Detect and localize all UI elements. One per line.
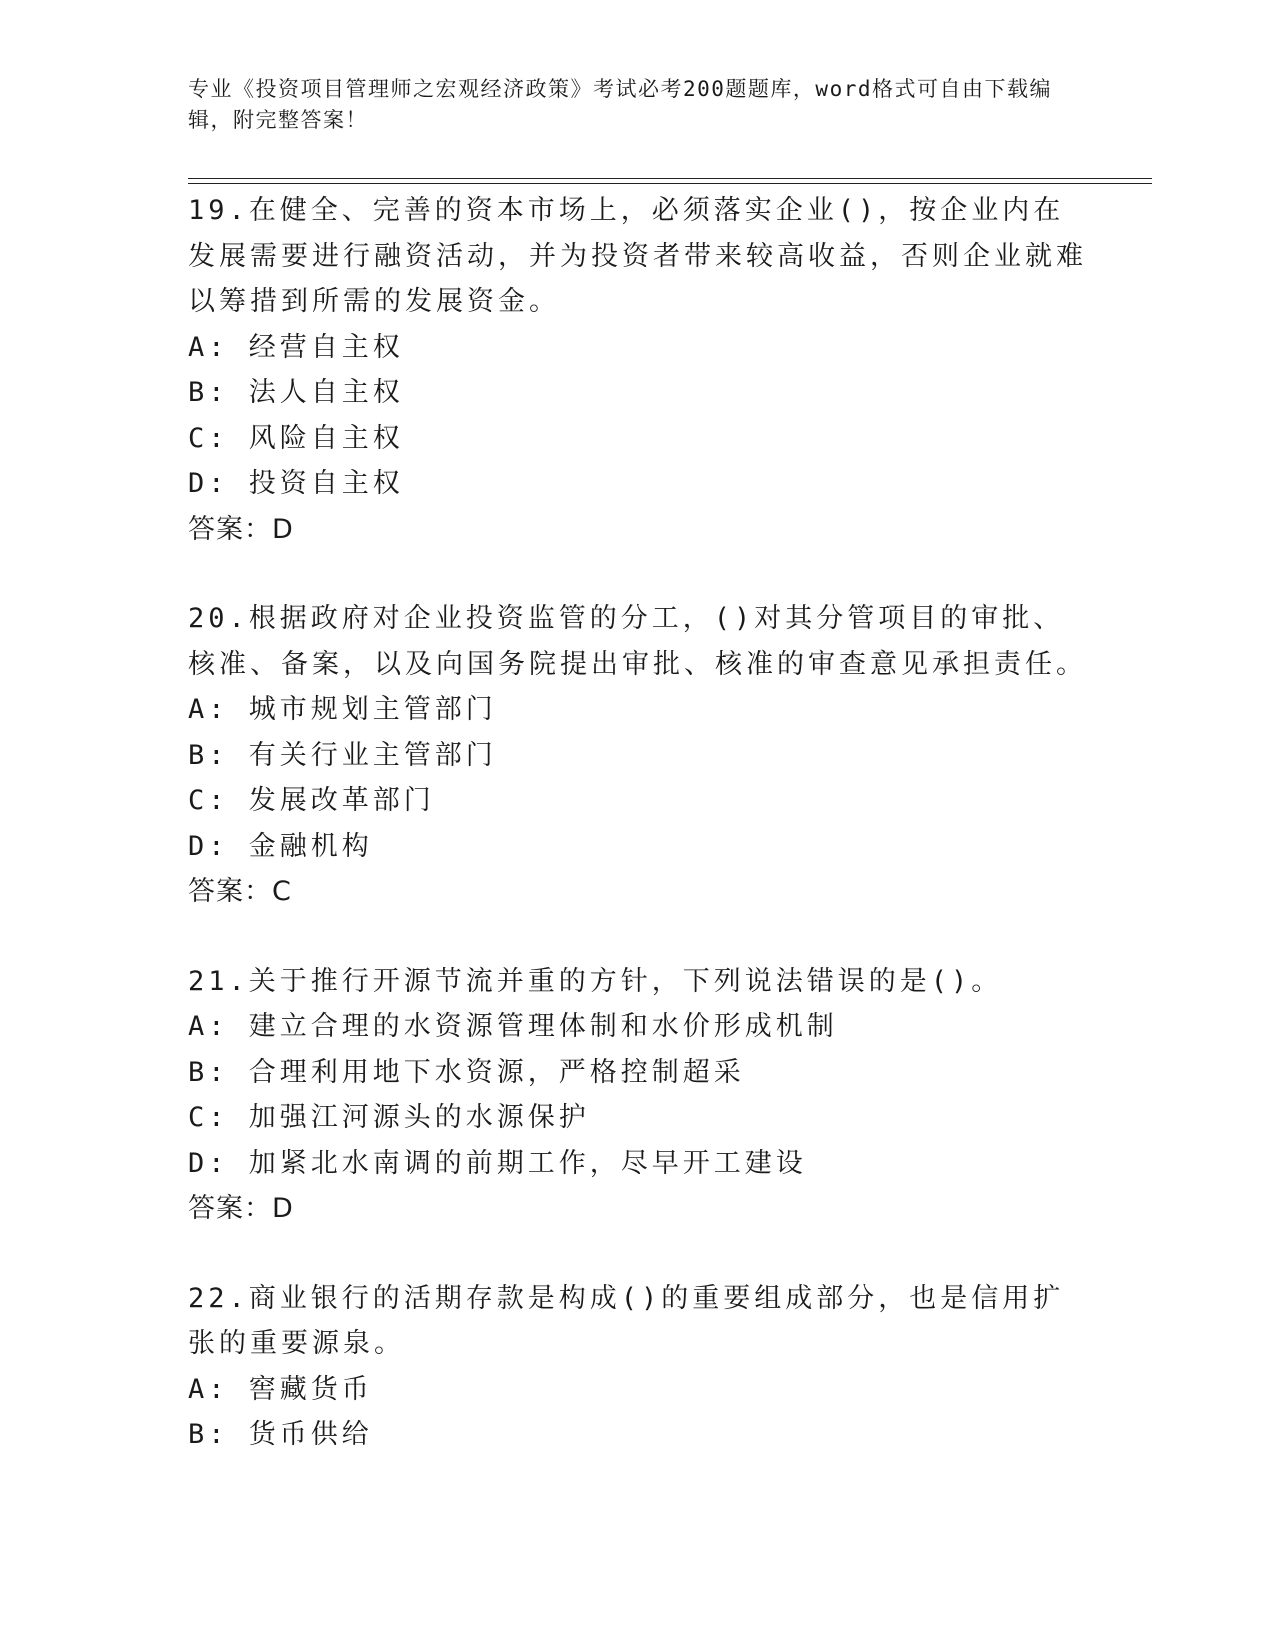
document-header: 专业《投资项目管理师之宏观经济政策》考试必考200题题库，word格式可自由下载编辑，附完整答案！ <box>188 77 1052 132</box>
option-d <box>188 824 1088 870</box>
option-text: 建立合理的水资源管理体制和水价形成机制 <box>248 1011 838 1042</box>
option-b <box>188 370 1088 416</box>
option-text: 投资自主权 <box>248 468 404 499</box>
option-a <box>188 1004 1088 1050</box>
header-divider-bottom <box>188 183 1152 184</box>
option-text: 金融机构 <box>248 830 373 862</box>
question-20 <box>188 596 1088 915</box>
question-21 <box>188 959 1088 1232</box>
option-text: 加强江河源头的水源保护 <box>248 1102 590 1133</box>
answer-line: 答案：D <box>188 513 294 545</box>
option-text: 城市规划主管部门 <box>248 694 497 725</box>
question-stem: 20.根据政府对企业投资监管的分工，()对其分管项目的审批、核准、备案，以及向国务院提出审批、核准的审查意见承担责任。 <box>188 603 1087 680</box>
question-stem: 21.关于推行开源节流并重的方针，下列说法错误的是()。 <box>188 965 1003 997</box>
option-text: 发展改革部门 <box>248 785 435 816</box>
option-key: A: <box>188 331 229 363</box>
header-divider-top <box>188 178 1152 179</box>
option-b <box>188 1412 1088 1458</box>
option-text: 窖藏货币 <box>248 1373 373 1405</box>
question-19 <box>188 188 1088 552</box>
question-stem: 22.商业银行的活期存款是构成()的重要组成部分，也是信用扩张的重要源泉。 <box>188 1282 1065 1359</box>
option-d <box>188 461 1088 507</box>
option-key: A: <box>188 694 229 725</box>
question-list <box>188 188 1088 1502</box>
option-key: A: <box>188 1011 229 1042</box>
option-key: D: <box>188 468 229 499</box>
option-c <box>188 1095 1088 1141</box>
option-key: A: <box>188 1373 229 1405</box>
option-c <box>188 416 1088 462</box>
option-key: B: <box>188 1419 229 1450</box>
option-text: 经营自主权 <box>248 331 404 363</box>
option-a <box>188 687 1088 733</box>
option-key: B: <box>188 1056 229 1088</box>
option-text: 风险自主权 <box>248 422 404 454</box>
option-text: 法人自主权 <box>248 377 404 408</box>
option-key: C: <box>188 785 229 816</box>
option-a <box>188 1367 1088 1413</box>
option-key: C: <box>188 1102 229 1133</box>
question-stem: 19.在健全、完善的资本市场上，必须落实企业()，按企业内在发展需要进行融资活动，并为投资者带来较高收益，否则企业就难以筹措到所需的发展资金。 <box>188 195 1087 317</box>
option-key: D: <box>188 1147 229 1179</box>
option-text: 货币供给 <box>248 1419 373 1450</box>
answer-line: 答案：C <box>188 876 292 907</box>
option-key: C: <box>188 422 229 454</box>
option-key: D: <box>188 830 229 862</box>
question-22 <box>188 1276 1088 1458</box>
option-b <box>188 1050 1088 1096</box>
option-a <box>188 325 1088 371</box>
option-d <box>188 1141 1088 1187</box>
option-c <box>188 778 1088 824</box>
option-text: 加紧北水南调的前期工作，尽早开工建设 <box>248 1147 807 1179</box>
option-text: 有关行业主管部门 <box>248 739 497 771</box>
option-key: B: <box>188 377 229 408</box>
option-key: B: <box>188 739 229 771</box>
option-text: 合理利用地下水资源，严格控制超采 <box>248 1056 745 1088</box>
answer-line: 答案：D <box>188 1193 294 1224</box>
option-b <box>188 733 1088 779</box>
